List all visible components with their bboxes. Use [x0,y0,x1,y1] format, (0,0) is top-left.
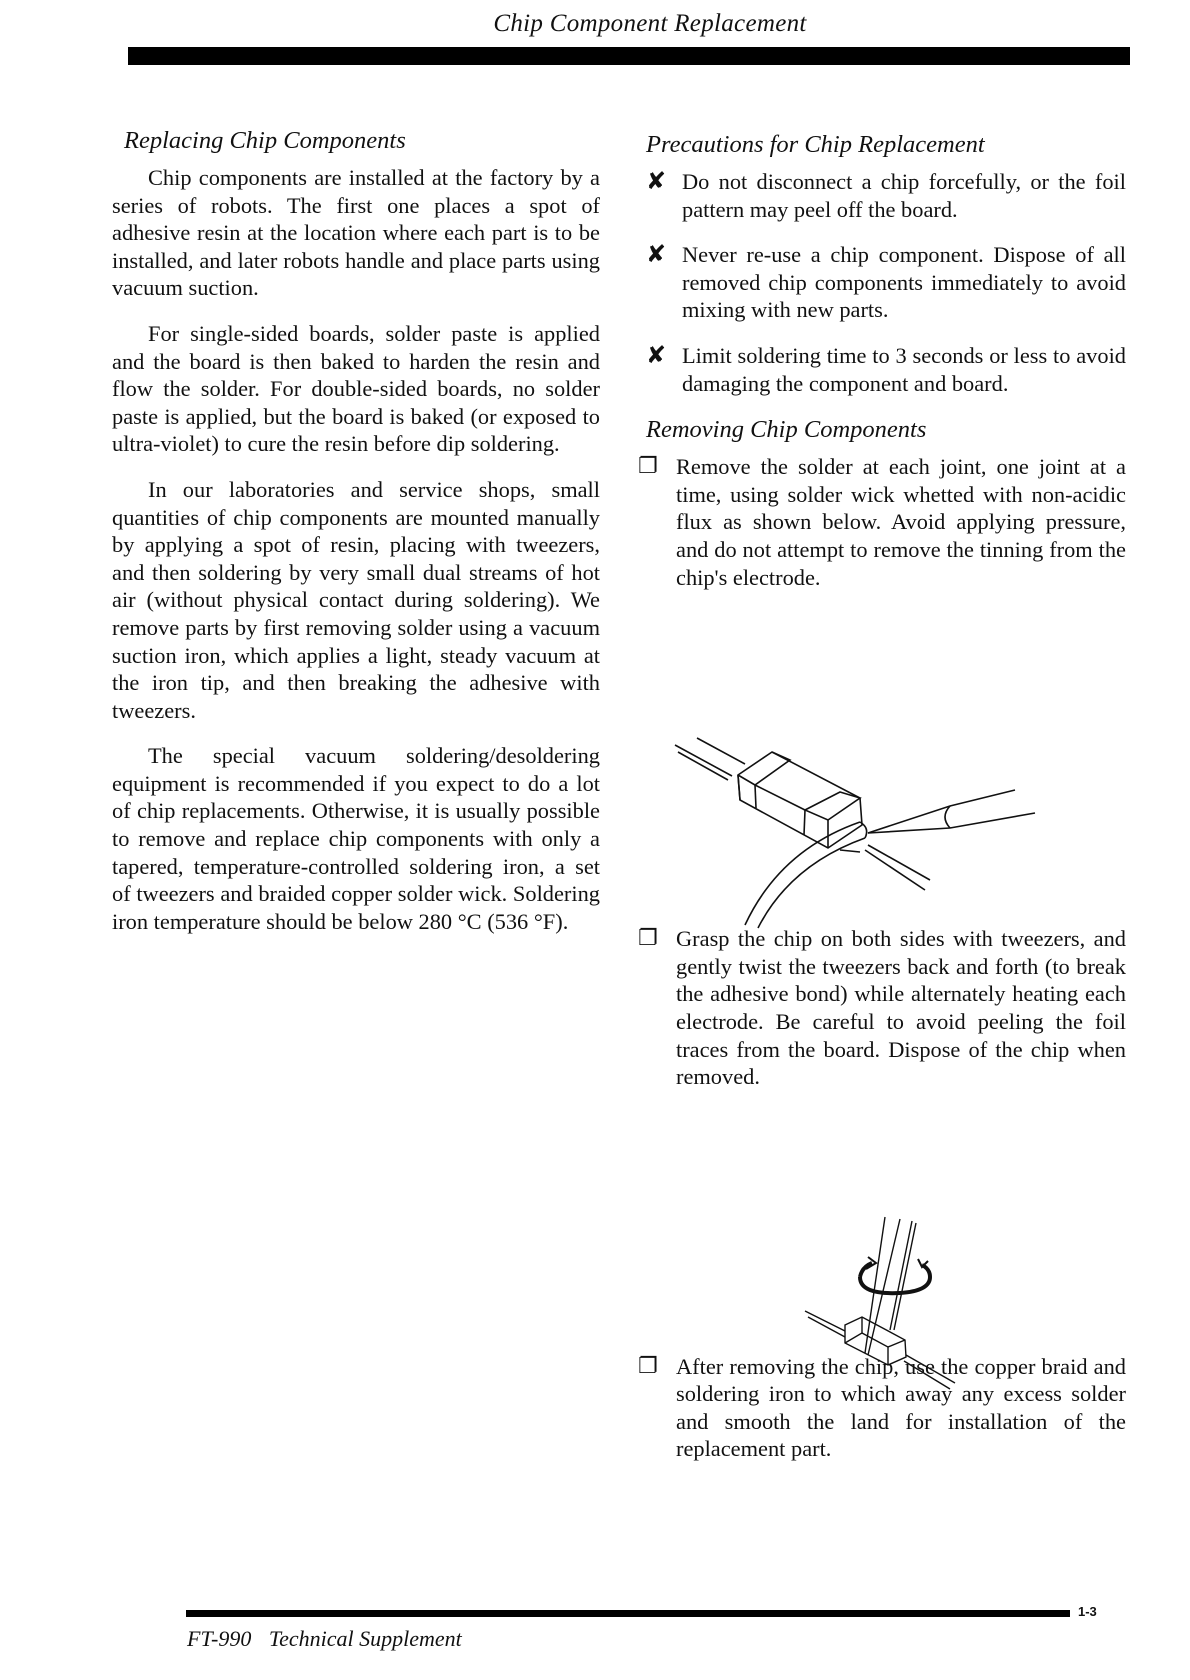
precaution-text: Limit soldering time to 3 seconds or less to avoid damaging the component and board. [682,342,1126,396]
paragraph: For single-sided boards, solder paste is applied and the board is then baked to harden the resin and flow the solder. For double-sided boards, no solder paste is applied, but the board is baked (or exposed to ultra-violet) to cure the resin before dip soldering. [112,320,600,457]
foil-traces [805,1311,955,1389]
chip-component [738,752,862,848]
document-title: Technical Supplement [268,1626,462,1651]
foil-trace-left [675,738,745,780]
solder-wick [745,822,867,928]
paragraph: In our laboratories and service shops, small quantities of chip components are mounted manually by applying a spot of resin, placing with tweezers, and then soldering by very small dual streams of hot air (without physical contact during soldering). We remove parts by first removing solder using a vacuum suction iron, which applies a light, steady vacuum at the iron tip, and then breaking the adhesive with tweezers. [112,476,600,723]
paragraph: The special vacuum soldering/desoldering equipment is recommended if you expect to do a lot of chip replacements. Otherwise, it is usually possible to remove and replace chip components with only a tapered, temperature-controlled soldering iron, a set of tweezers and braided copper solder wick. Soldering iron temperature should be below 280 °C (536 °F). [112,743,600,934]
foil-trace-right [840,845,930,890]
checkbox-square-icon: ❐ [638,1353,658,1379]
page-header-title: Chip Component Replacement [493,10,807,37]
section-heading-precautions: Precautions for Chip Replacement [646,131,985,158]
step-item [638,925,1126,1091]
step-item [638,453,1126,591]
section-heading-replacing: Replacing Chip Components [124,127,406,154]
solder-wick-illustration [660,700,1040,940]
checkbox-square-icon: ❐ [638,926,658,952]
x-mark-icon: ✘ [646,340,667,369]
tweezers-twist-illustration [790,1205,960,1395]
precaution-item [646,168,1126,223]
step-text: After removing the chip, use the copper braid and soldering iron to which away any excess solder and smooth the land for installation of the replacement part. [676,1353,1126,1462]
footer-title [187,1626,462,1652]
model-name: FT-990 [187,1626,252,1651]
paragraph: Chip components are installed at the factory by a series of robots. The first one places a spot of adhesive resin at the location where each part is to be installed, and later robots handle and place parts using vacuum suction. [112,165,600,301]
tweezers [865,1217,916,1355]
footer-rule [186,1610,1070,1617]
soldering-iron-tip [868,790,1035,833]
x-mark-icon: ✘ [646,240,667,269]
checkbox-square-icon: ❐ [638,454,658,480]
step-text: Remove the solder at each joint, one joint at a time, using solder wick whetted with non-acidic flux as shown below. Avoid applying pressure, and do not attempt to remove the tinning from the chip's electrode. [676,454,1126,590]
precaution-text: Never re-use a chip component. Dispose of all removed chip components immediately to avoid mixing with new parts. [682,242,1126,323]
chip-component [845,1317,906,1365]
step-text: Grasp the chip on both sides with tweezers, and gently twist the tweezers back and forth (to break the adhesive bond) while alternately heating each electrode. Be careful to avoid peeling the foil traces from the board. Dispose of the chip when removed. [676,926,1126,1090]
header-rule [128,47,1130,65]
precaution-item [646,241,1126,324]
section-heading-removing: Removing Chip Components [646,416,927,444]
left-column [112,126,600,949]
precaution-text: Do not disconnect a chip forcefully, or the foil pattern may peel off the board. [682,169,1126,222]
rotate-arrow-icon [860,1257,930,1293]
page-number: 1-3 [1078,1604,1097,1619]
x-mark-icon: ✘ [646,167,667,195]
precaution-item [646,342,1126,397]
